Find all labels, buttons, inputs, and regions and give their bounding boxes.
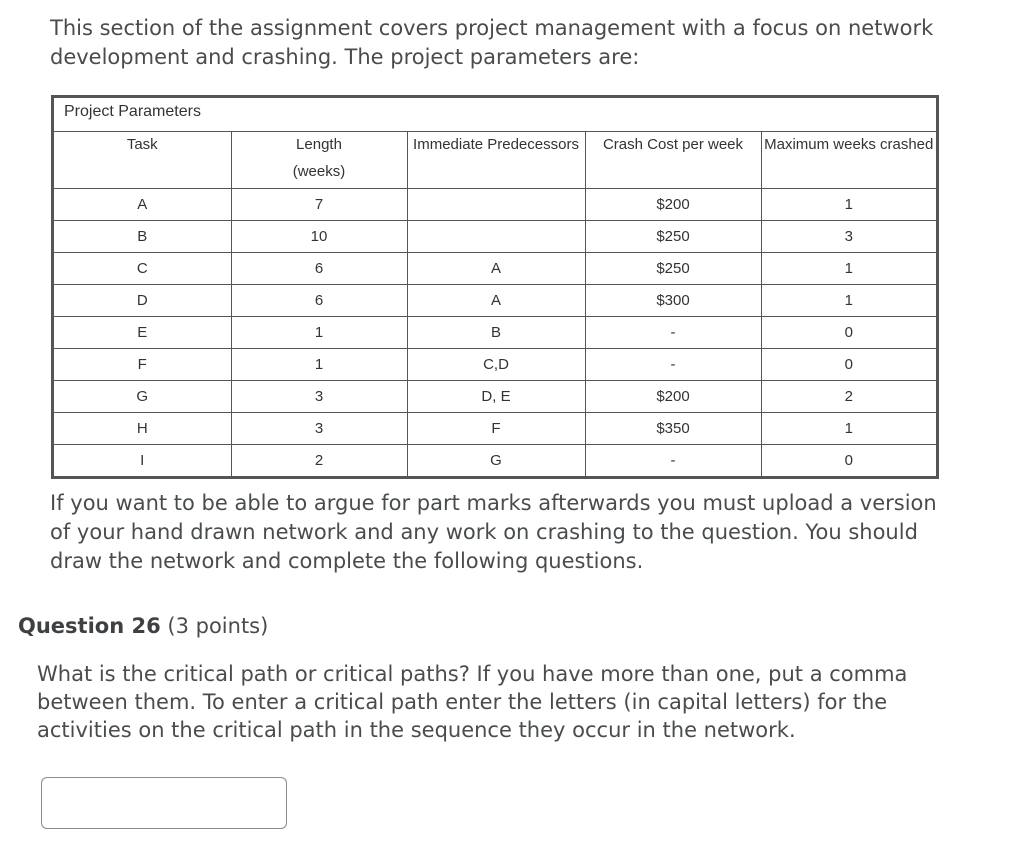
table-row: [54, 413, 936, 445]
answer-input[interactable]: [41, 777, 287, 829]
header-task: Task: [54, 132, 231, 189]
cell-predecessors: [407, 189, 585, 221]
cell-max-weeks: 0: [761, 349, 936, 381]
cell-crash-cost: $200: [585, 381, 761, 413]
table-row: [54, 381, 936, 413]
cell-length: 3: [231, 381, 407, 413]
cell-predecessors: D, E: [407, 381, 585, 413]
cell-length: 1: [231, 317, 407, 349]
table-row: [54, 221, 936, 253]
question-points: (3 points): [167, 614, 269, 638]
table-row: [54, 189, 936, 221]
cell-predecessors: B: [407, 317, 585, 349]
table-row: [54, 253, 936, 285]
header-max-weeks: Maximum weeks crashed: [761, 132, 936, 189]
cell-length: 6: [231, 253, 407, 285]
cell-task: G: [54, 381, 231, 413]
cell-task: H: [54, 413, 231, 445]
project-parameters-table: [51, 95, 939, 479]
cell-max-weeks: 3: [761, 221, 936, 253]
header-length-line2: (weeks): [292, 163, 346, 180]
table-row: [54, 445, 936, 477]
cell-length: 3: [231, 413, 407, 445]
cell-max-weeks: 0: [761, 317, 936, 349]
table-title: Project Parameters: [64, 103, 201, 120]
cell-length: 6: [231, 285, 407, 317]
cell-crash-cost: $250: [585, 221, 761, 253]
cell-task: F: [54, 349, 231, 381]
cell-max-weeks: 2: [761, 381, 936, 413]
header-predecessors: Immediate Predecessors: [407, 132, 585, 189]
cell-task: D: [54, 285, 231, 317]
cell-crash-cost: -: [585, 349, 761, 381]
cell-crash-cost: $250: [585, 253, 761, 285]
parameters-grid: [54, 131, 936, 476]
cell-task: I: [54, 445, 231, 477]
cell-crash-cost: $350: [585, 413, 761, 445]
cell-length: 1: [231, 349, 407, 381]
cell-predecessors: [407, 221, 585, 253]
table-row: [54, 285, 936, 317]
table-row: [54, 317, 936, 349]
header-length-line1: Length: [296, 136, 342, 153]
cell-crash-cost: $200: [585, 189, 761, 221]
cell-task: C: [54, 253, 231, 285]
header-length: [231, 132, 407, 189]
table-body: [54, 189, 936, 477]
cell-predecessors: C,D: [407, 349, 585, 381]
cell-predecessors: G: [407, 445, 585, 477]
table-row: [54, 349, 936, 381]
question-heading: [18, 614, 268, 638]
cell-max-weeks: 1: [761, 413, 936, 445]
cell-predecessors: A: [407, 253, 585, 285]
instructions-note: If you want to be able to argue for part marks afterwards you must upload a version of your hand drawn network and any work on crashing to the question. You should draw the network and complete the following questions.: [50, 491, 937, 573]
cell-max-weeks: 1: [761, 285, 936, 317]
cell-crash-cost: $300: [585, 285, 761, 317]
cell-length: 2: [231, 445, 407, 477]
cell-predecessors: F: [407, 413, 585, 445]
table-header-row: [54, 132, 936, 189]
question-number: Question 26: [18, 614, 161, 638]
question-text: What is the critical path or critical paths? If you have more than one, put a comma between them. To enter a critical path enter the letters (in capital letters) for the activities on the critical path in the sequence they occur in the network.: [37, 662, 908, 742]
cell-length: 10: [231, 221, 407, 253]
cell-length: 7: [231, 189, 407, 221]
header-crash-cost: Crash Cost per week: [585, 132, 761, 189]
cell-max-weeks: 1: [761, 189, 936, 221]
cell-max-weeks: 0: [761, 445, 936, 477]
cell-predecessors: A: [407, 285, 585, 317]
cell-max-weeks: 1: [761, 253, 936, 285]
cell-task: E: [54, 317, 231, 349]
intro-text: This section of the assignment covers project management with a focus on network development and crashing. The project parameters are:: [50, 16, 934, 69]
cell-crash-cost: -: [585, 317, 761, 349]
cell-task: B: [54, 221, 231, 253]
cell-task: A: [54, 189, 231, 221]
cell-crash-cost: -: [585, 445, 761, 477]
